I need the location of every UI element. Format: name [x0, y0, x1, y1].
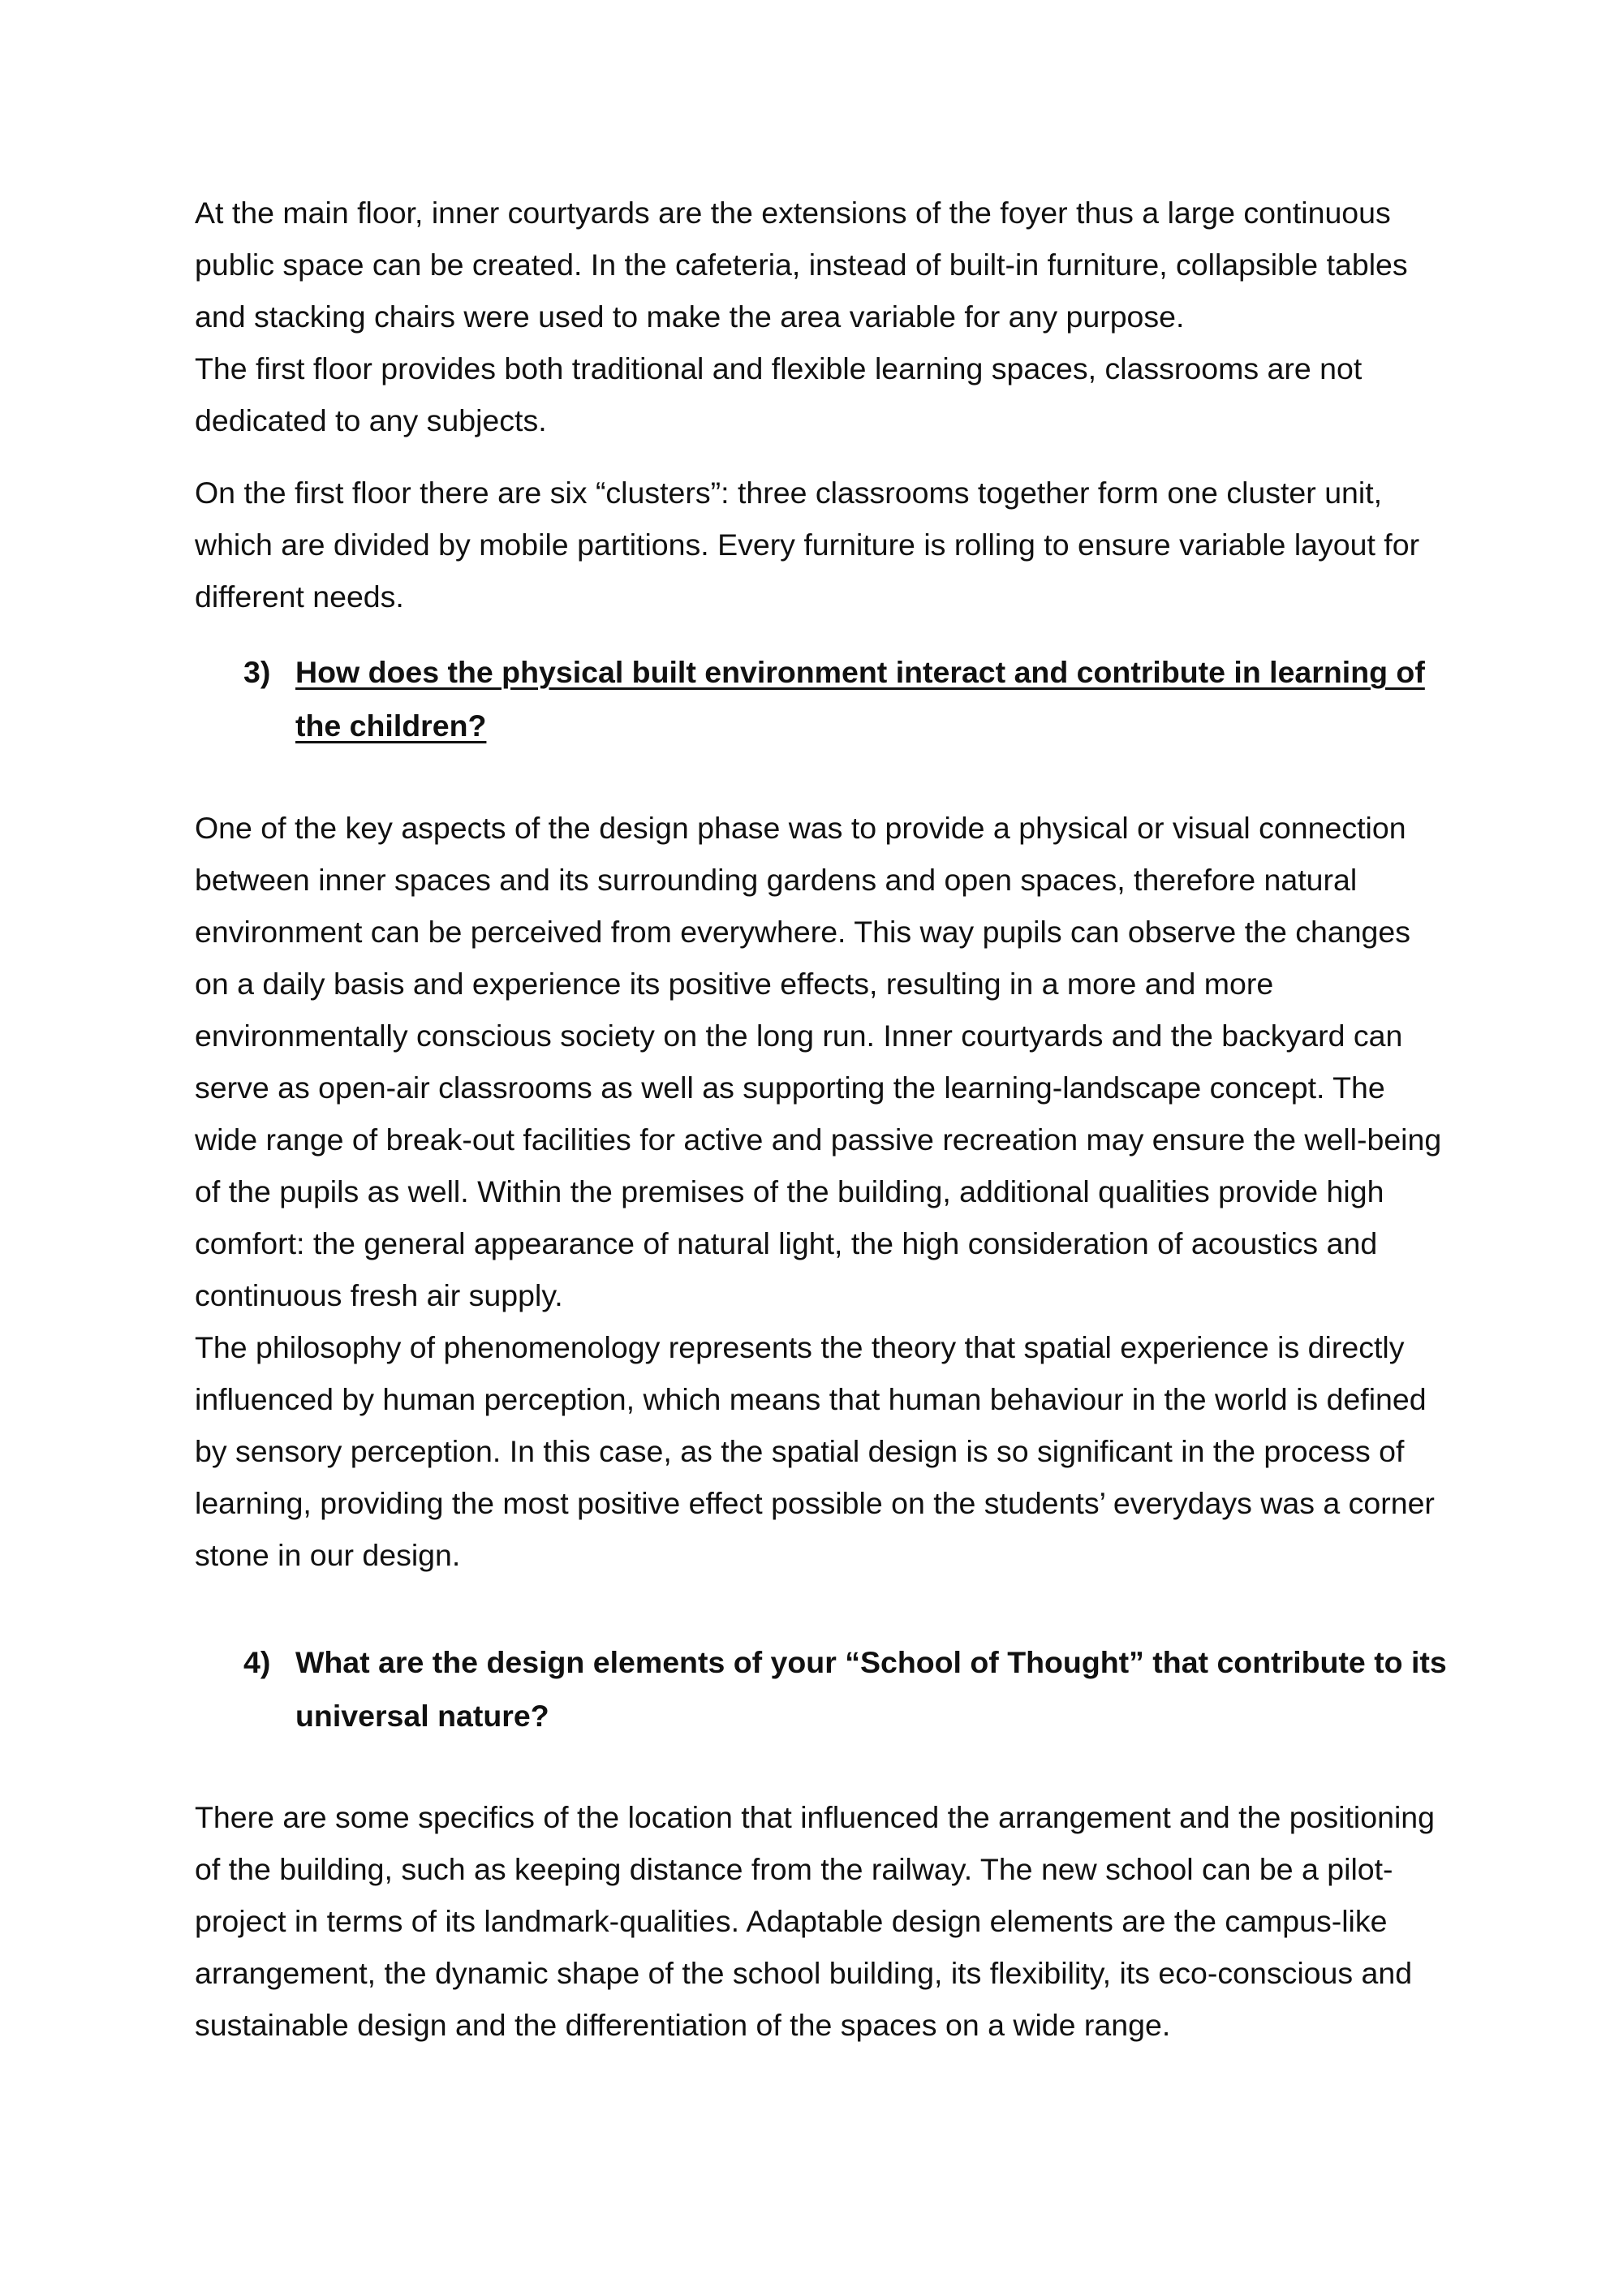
text-line: stone in our design. [195, 1538, 461, 1572]
text-line: environment can be perceived from everywhere. This way pupils can observe the changes [195, 915, 1411, 949]
question-line: the children? [295, 709, 487, 743]
question-line: What are the design elements of your “School of Thought” that contribute to its [295, 1645, 1447, 1679]
text-line: environmentally conscious society on the long run. Inner courtyards and the backyard can [195, 1019, 1403, 1053]
text-line: on a daily basis and experience its positive effects, resulting in a more and more [195, 967, 1274, 1001]
text-line: One of the key aspects of the design phase was to provide a physical or visual connection [195, 811, 1406, 845]
paragraph-universal-nature [195, 1791, 1444, 2051]
text-line: learning, providing the most positive effect possible on the students’ everydays was a corner [195, 1486, 1435, 1520]
question-number: 3) [243, 655, 271, 689]
paragraph-main-floor [195, 187, 1444, 446]
text-line: by sensory perception. In this case, as the spatial design is so significant in the process of [195, 1434, 1405, 1468]
text-line: continuous fresh air supply. [195, 1278, 563, 1312]
text-line: The first floor provides both traditional and flexible learning spaces, classrooms are not [195, 351, 1363, 386]
paragraph-physical-environment [195, 802, 1444, 1581]
text-line: wide range of break-out facilities for active and passive recreation may ensure the well-being [195, 1122, 1442, 1157]
text-line: of the building, such as keeping distance from the railway. The new school can be a pilot- [195, 1852, 1393, 1886]
text-line: On the first floor there are six “clusters”: three classrooms together form one cluster unit, [195, 476, 1383, 510]
question-number: 4) [243, 1645, 271, 1679]
text-line: influenced by human perception, which means that human behaviour in the world is defined [195, 1382, 1427, 1416]
text-line: serve as open-air classrooms as well as supporting the learning-landscape concept. The [195, 1070, 1385, 1105]
text-line: arrangement, the dynamic shape of the school building, its flexibility, its eco-conscious and [195, 1956, 1413, 1990]
text-line: between inner spaces and its surrounding gardens and open spaces, therefore natural [195, 863, 1358, 897]
question-line: How does the physical built environment interact and contribute in learning of [295, 655, 1425, 689]
text-line: public space can be created. In the cafeteria, instead of built-in furniture, collapsible tables [195, 248, 1408, 282]
paragraph-clusters [195, 467, 1444, 622]
text-line: The philosophy of phenomenology represents the theory that spatial experience is directly [195, 1330, 1405, 1364]
text-line: which are divided by mobile partitions. Every furniture is rolling to ensure variable layout for [195, 528, 1420, 562]
text-line: of the pupils as well. Within the premises of the building, additional qualities provide high [195, 1174, 1384, 1208]
text-line: and stacking chairs were used to make the area variable for any purpose. [195, 299, 1185, 334]
text-line: different needs. [195, 579, 404, 614]
text-line: At the main floor, inner courtyards are the extensions of the foyer thus a large continuous [195, 196, 1391, 230]
text-line: comfort: the general appearance of natural light, the high consideration of acoustics and [195, 1226, 1378, 1260]
text-line: There are some specifics of the location that influenced the arrangement and the positioning [195, 1800, 1436, 1834]
text-line: project in terms of its landmark-qualities. Adaptable design elements are the campus-like [195, 1904, 1388, 1938]
question-line: universal nature? [295, 1699, 549, 1733]
question-text [295, 1635, 1447, 1742]
question-text [295, 645, 1425, 752]
text-line: sustainable design and the differentiation of the spaces on a wide range. [195, 2008, 1171, 2042]
text-line: dedicated to any subjects. [195, 403, 547, 437]
